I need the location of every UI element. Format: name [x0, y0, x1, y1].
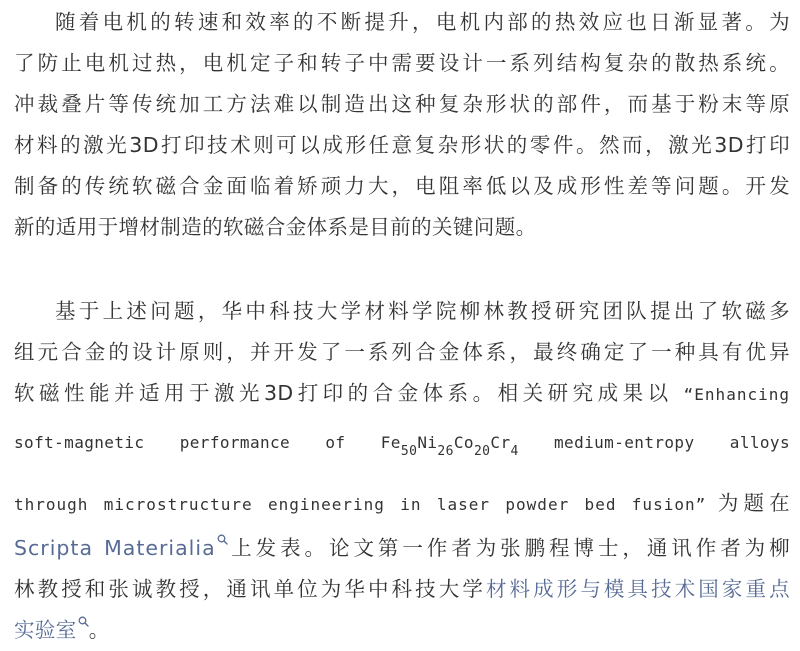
paper-title-line [14, 415, 790, 480]
text-line [14, 480, 790, 528]
text-line: 新的适用于增材制造的软磁合金体系是目前的关键问题。 [14, 215, 537, 239]
text-line [14, 610, 790, 651]
text-segment: medium-entropy alloys [518, 433, 790, 452]
subscript: 50 [400, 444, 418, 459]
lab-link[interactable]: 材料成形与模具技术国家重点 [485, 577, 790, 601]
lab-link[interactable]: 实验室 [14, 618, 77, 642]
paragraph-2 [14, 291, 790, 651]
element-symbol: Cr [490, 433, 511, 452]
search-icon[interactable] [78, 616, 89, 627]
text-segment: 。 [88, 618, 110, 642]
text-line: 材料的激光3D打印技术则可以成形任意复杂形状的零件。然而，激光3D打印 [14, 133, 790, 157]
search-icon[interactable] [217, 534, 228, 545]
text-line: 基于上述问题，华中科技大学材料学院柳林教授研究团队提出了软磁多 [55, 299, 790, 323]
element-symbol: Ni [417, 433, 438, 452]
paper-title-end: through microstructure engineering in laser powder bed fusion” [14, 495, 707, 514]
text-line: 冲裁叠片等传统加工方法难以制造出这种复杂形状的部件，而基于粉末等原 [14, 92, 790, 116]
subscript: 4 [510, 444, 519, 459]
text-segment: 上发表。论文第一作者为张鹏程博士，通讯作者为柳 [227, 536, 791, 560]
text-segment: 为题在 [717, 491, 791, 515]
text-segment: soft-magnetic performance of Fe [14, 433, 401, 452]
paper-title-start: “Enhancing [683, 385, 790, 404]
text-line [14, 569, 790, 610]
element-symbol: Co [453, 433, 474, 452]
journal-link[interactable]: Scripta Materialia [14, 536, 216, 560]
text-segment: 林教授和张诚教授，通讯单位为华中科技大学 [14, 577, 486, 601]
paragraph-1 [14, 0, 790, 248]
text-line: 随着电机的转速和效率的不断提升，电机内部的热效应也日渐显著。为 [55, 10, 790, 34]
text-line [14, 373, 790, 415]
article-body [14, 0, 790, 651]
text-line: 制备的传统软磁合金面临着矫顽力大，电阻率低以及成形性差等问题。开发 [14, 174, 790, 198]
text-line: 了防止电机过热，电机定子和转子中需要设计一系列结构复杂的散热系统。 [14, 51, 790, 75]
text-line [14, 528, 790, 569]
text-segment: 软磁性能并适用于激光3D打印的合金体系。相关研究成果以 [14, 381, 673, 405]
subscript: 20 [473, 444, 491, 459]
text-line: 组元合金的设计原则，并开发了一系列合金体系，最终确定了一种具有优异 [14, 340, 790, 364]
subscript: 26 [437, 444, 454, 459]
